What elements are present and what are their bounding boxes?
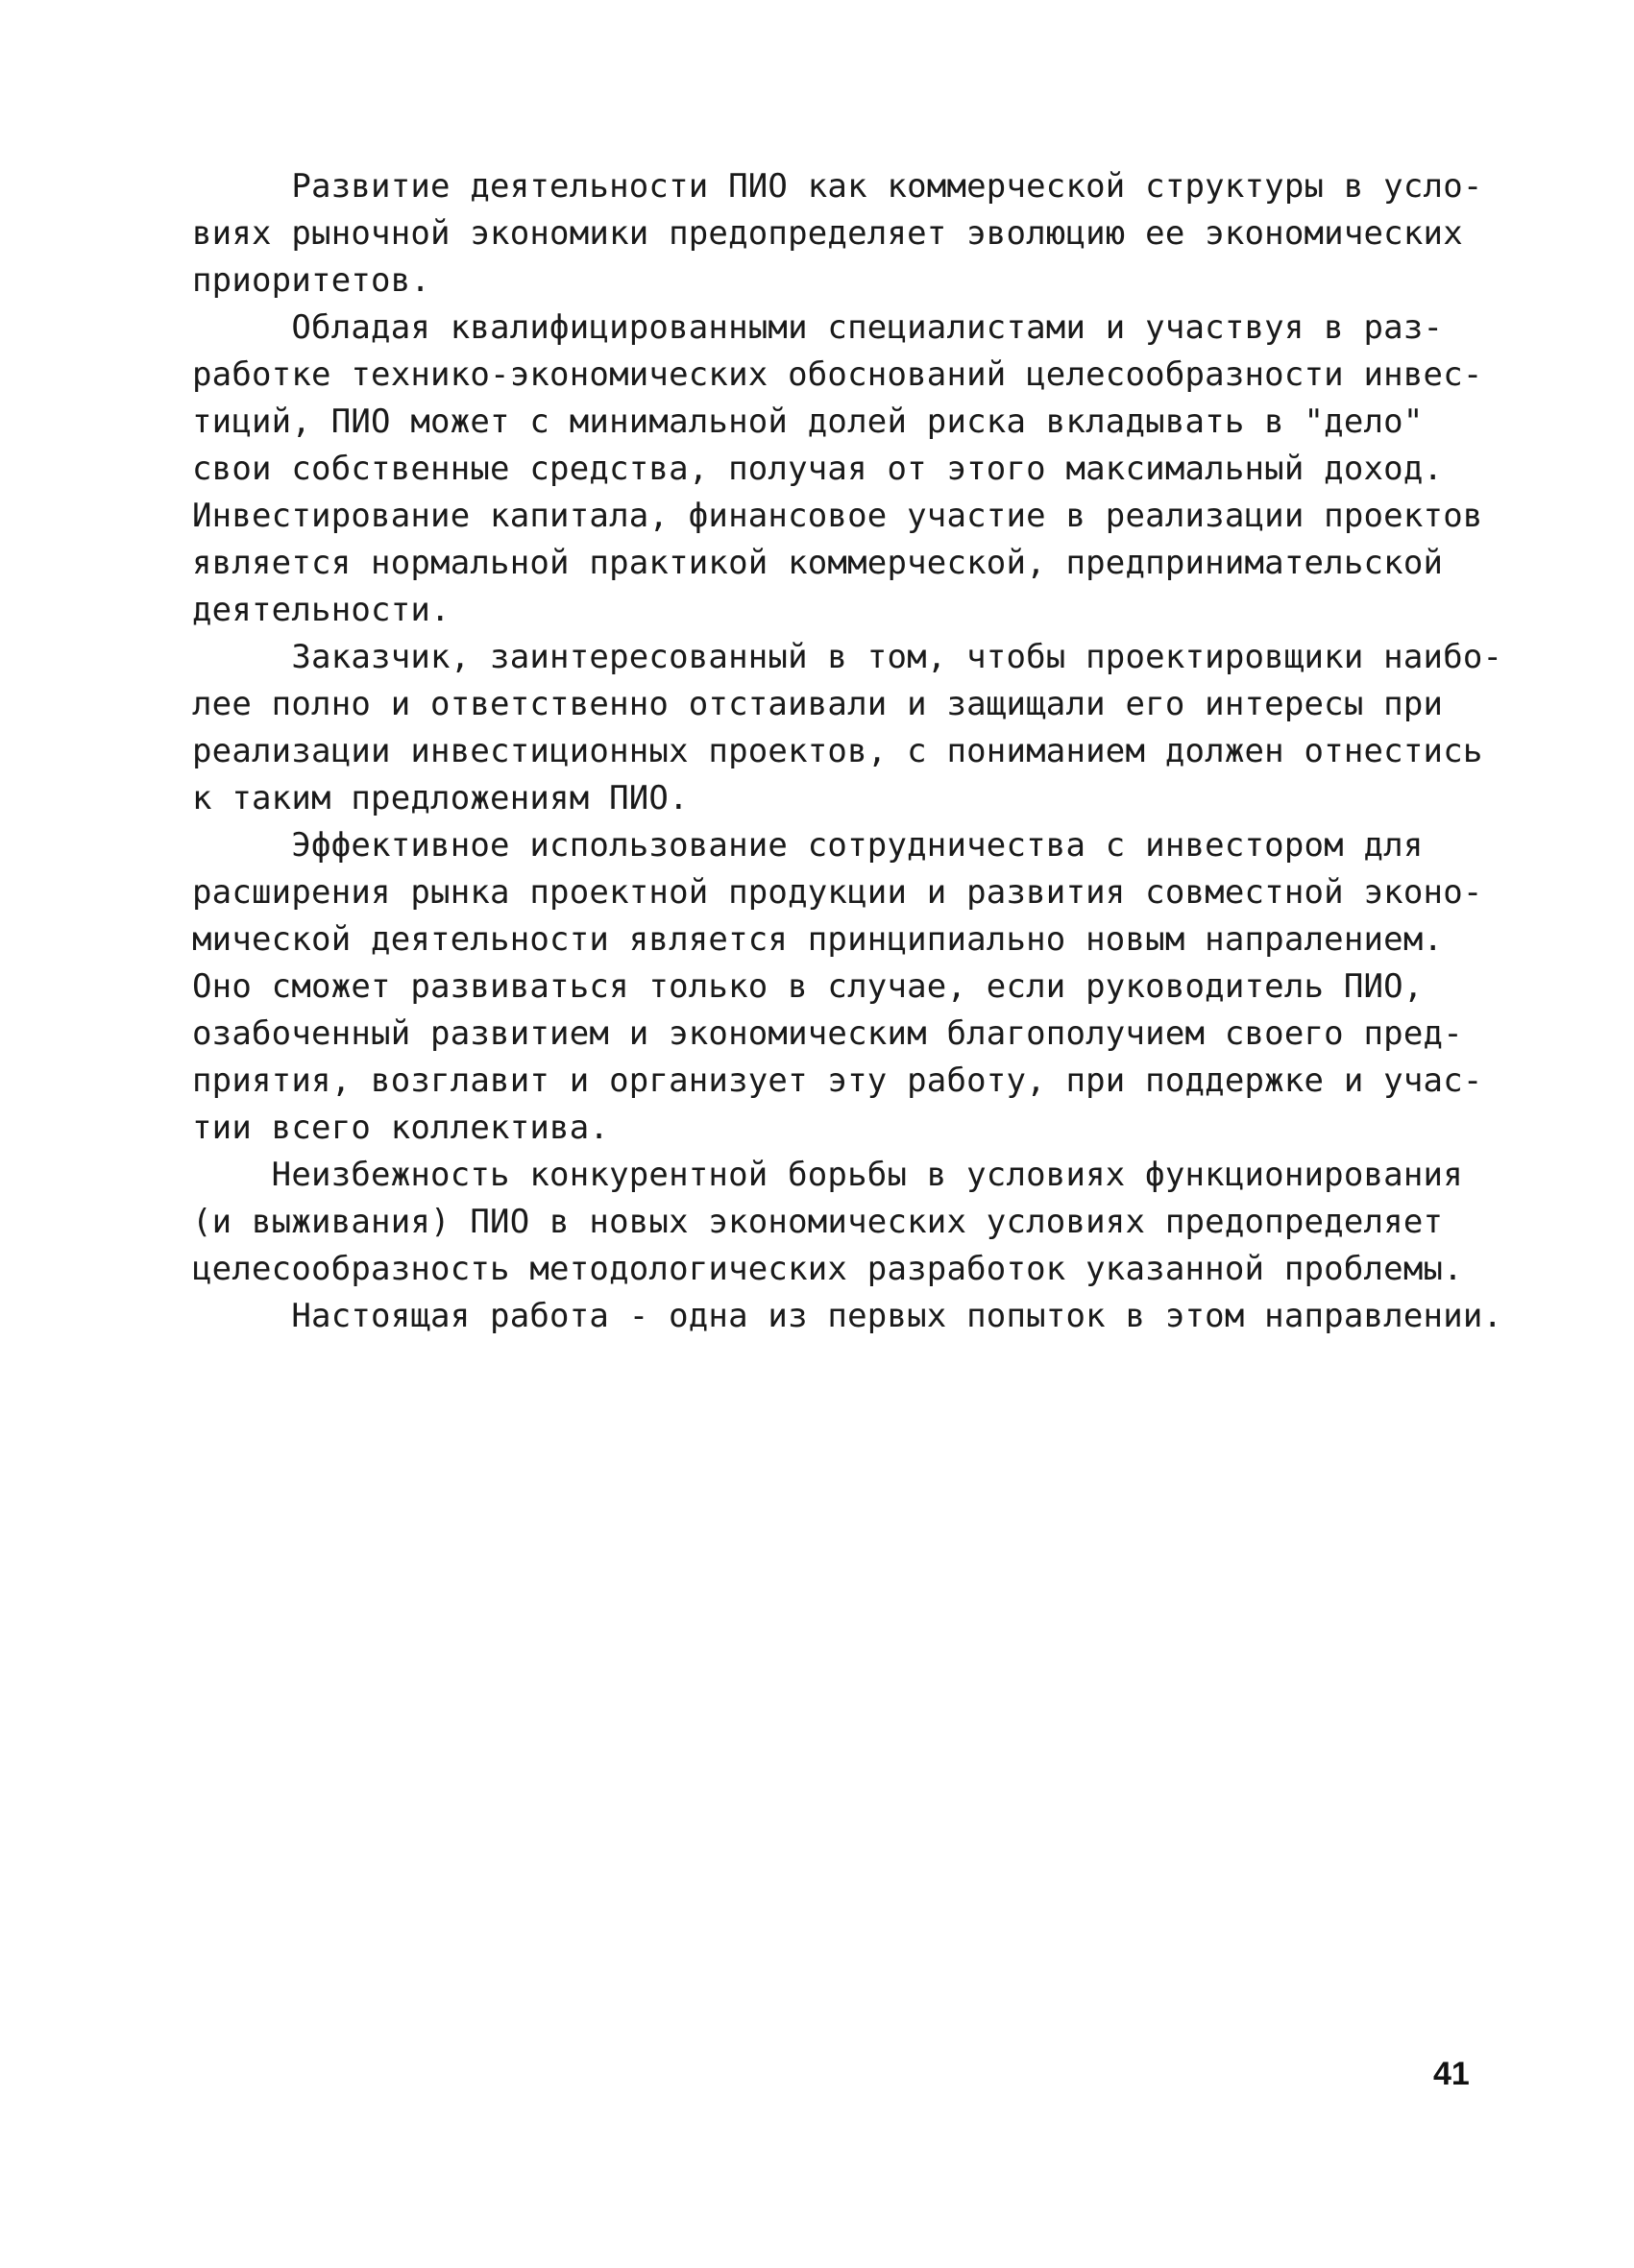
text-line: Неизбежность конкурентной борьбы в условиях функционирования	[192, 1156, 1463, 1194]
text-line: работке технико-экономических обоснований целесообразности инвес-	[192, 355, 1483, 394]
text-line: Оно сможет развиваться только в случае, если руководитель ПИО,	[192, 967, 1424, 1006]
text-line: расширения рынка проектной продукции и развития совместной эконо-	[192, 873, 1483, 912]
text-line: озабоченный развитием и экономическим благополучием своего пред-	[192, 1014, 1463, 1053]
text-line: виях рыночной экономики предопределяет эволюцию ее экономических	[192, 214, 1463, 253]
text-line: является нормальной практикой коммерческой, предпринимательской	[192, 544, 1444, 582]
text-line: приоритетов.	[192, 261, 431, 300]
text-line: тиций, ПИО может с минимальной долей риска вкладывать в "дело"	[192, 402, 1424, 441]
text-line: Настоящая работа - одна из первых попыток в этом направлении.	[192, 1297, 1503, 1335]
text-line: Развитие деятельности ПИО как коммерческой структуры в усло-	[192, 167, 1483, 206]
text-line: тии всего коллектива.	[192, 1109, 610, 1147]
text-line: Обладая квалифицированными специалистами и участвуя в раз-	[192, 308, 1444, 347]
body-text	[192, 163, 1503, 1340]
text-line: целесообразность методологических разработок указанной проблемы.	[192, 1250, 1463, 1288]
text-line: приятия, возглавит и организует эту работу, при поддержке и учас-	[192, 1061, 1483, 1100]
text-line: деятельности.	[192, 591, 451, 629]
text-line: реализации инвестиционных проектов, с пониманием должен отнестись	[192, 732, 1483, 770]
text-line: Эффективное использование сотрудничества с инвестором для	[192, 826, 1424, 865]
text-line: Заказчик, заинтересованный в том, чтобы проектировщики наибо-	[192, 638, 1503, 676]
text-line: свои собственные средства, получая от этого максимальный доход.	[192, 450, 1444, 488]
text-line: мической деятельности является принципиально новым напралением.	[192, 920, 1444, 959]
text-line: лее полно и ответственно отстаивали и защищали его интересы при	[192, 685, 1444, 723]
page-number: 41	[1433, 2056, 1470, 2092]
text-line: Инвестирование капитала, финансовое участие в реализации проектов	[192, 497, 1483, 535]
text-line: к таким предложениям ПИО.	[192, 779, 689, 817]
text-line: (и выживания) ПИО в новых экономических условиях предопределяет	[192, 1203, 1444, 1241]
